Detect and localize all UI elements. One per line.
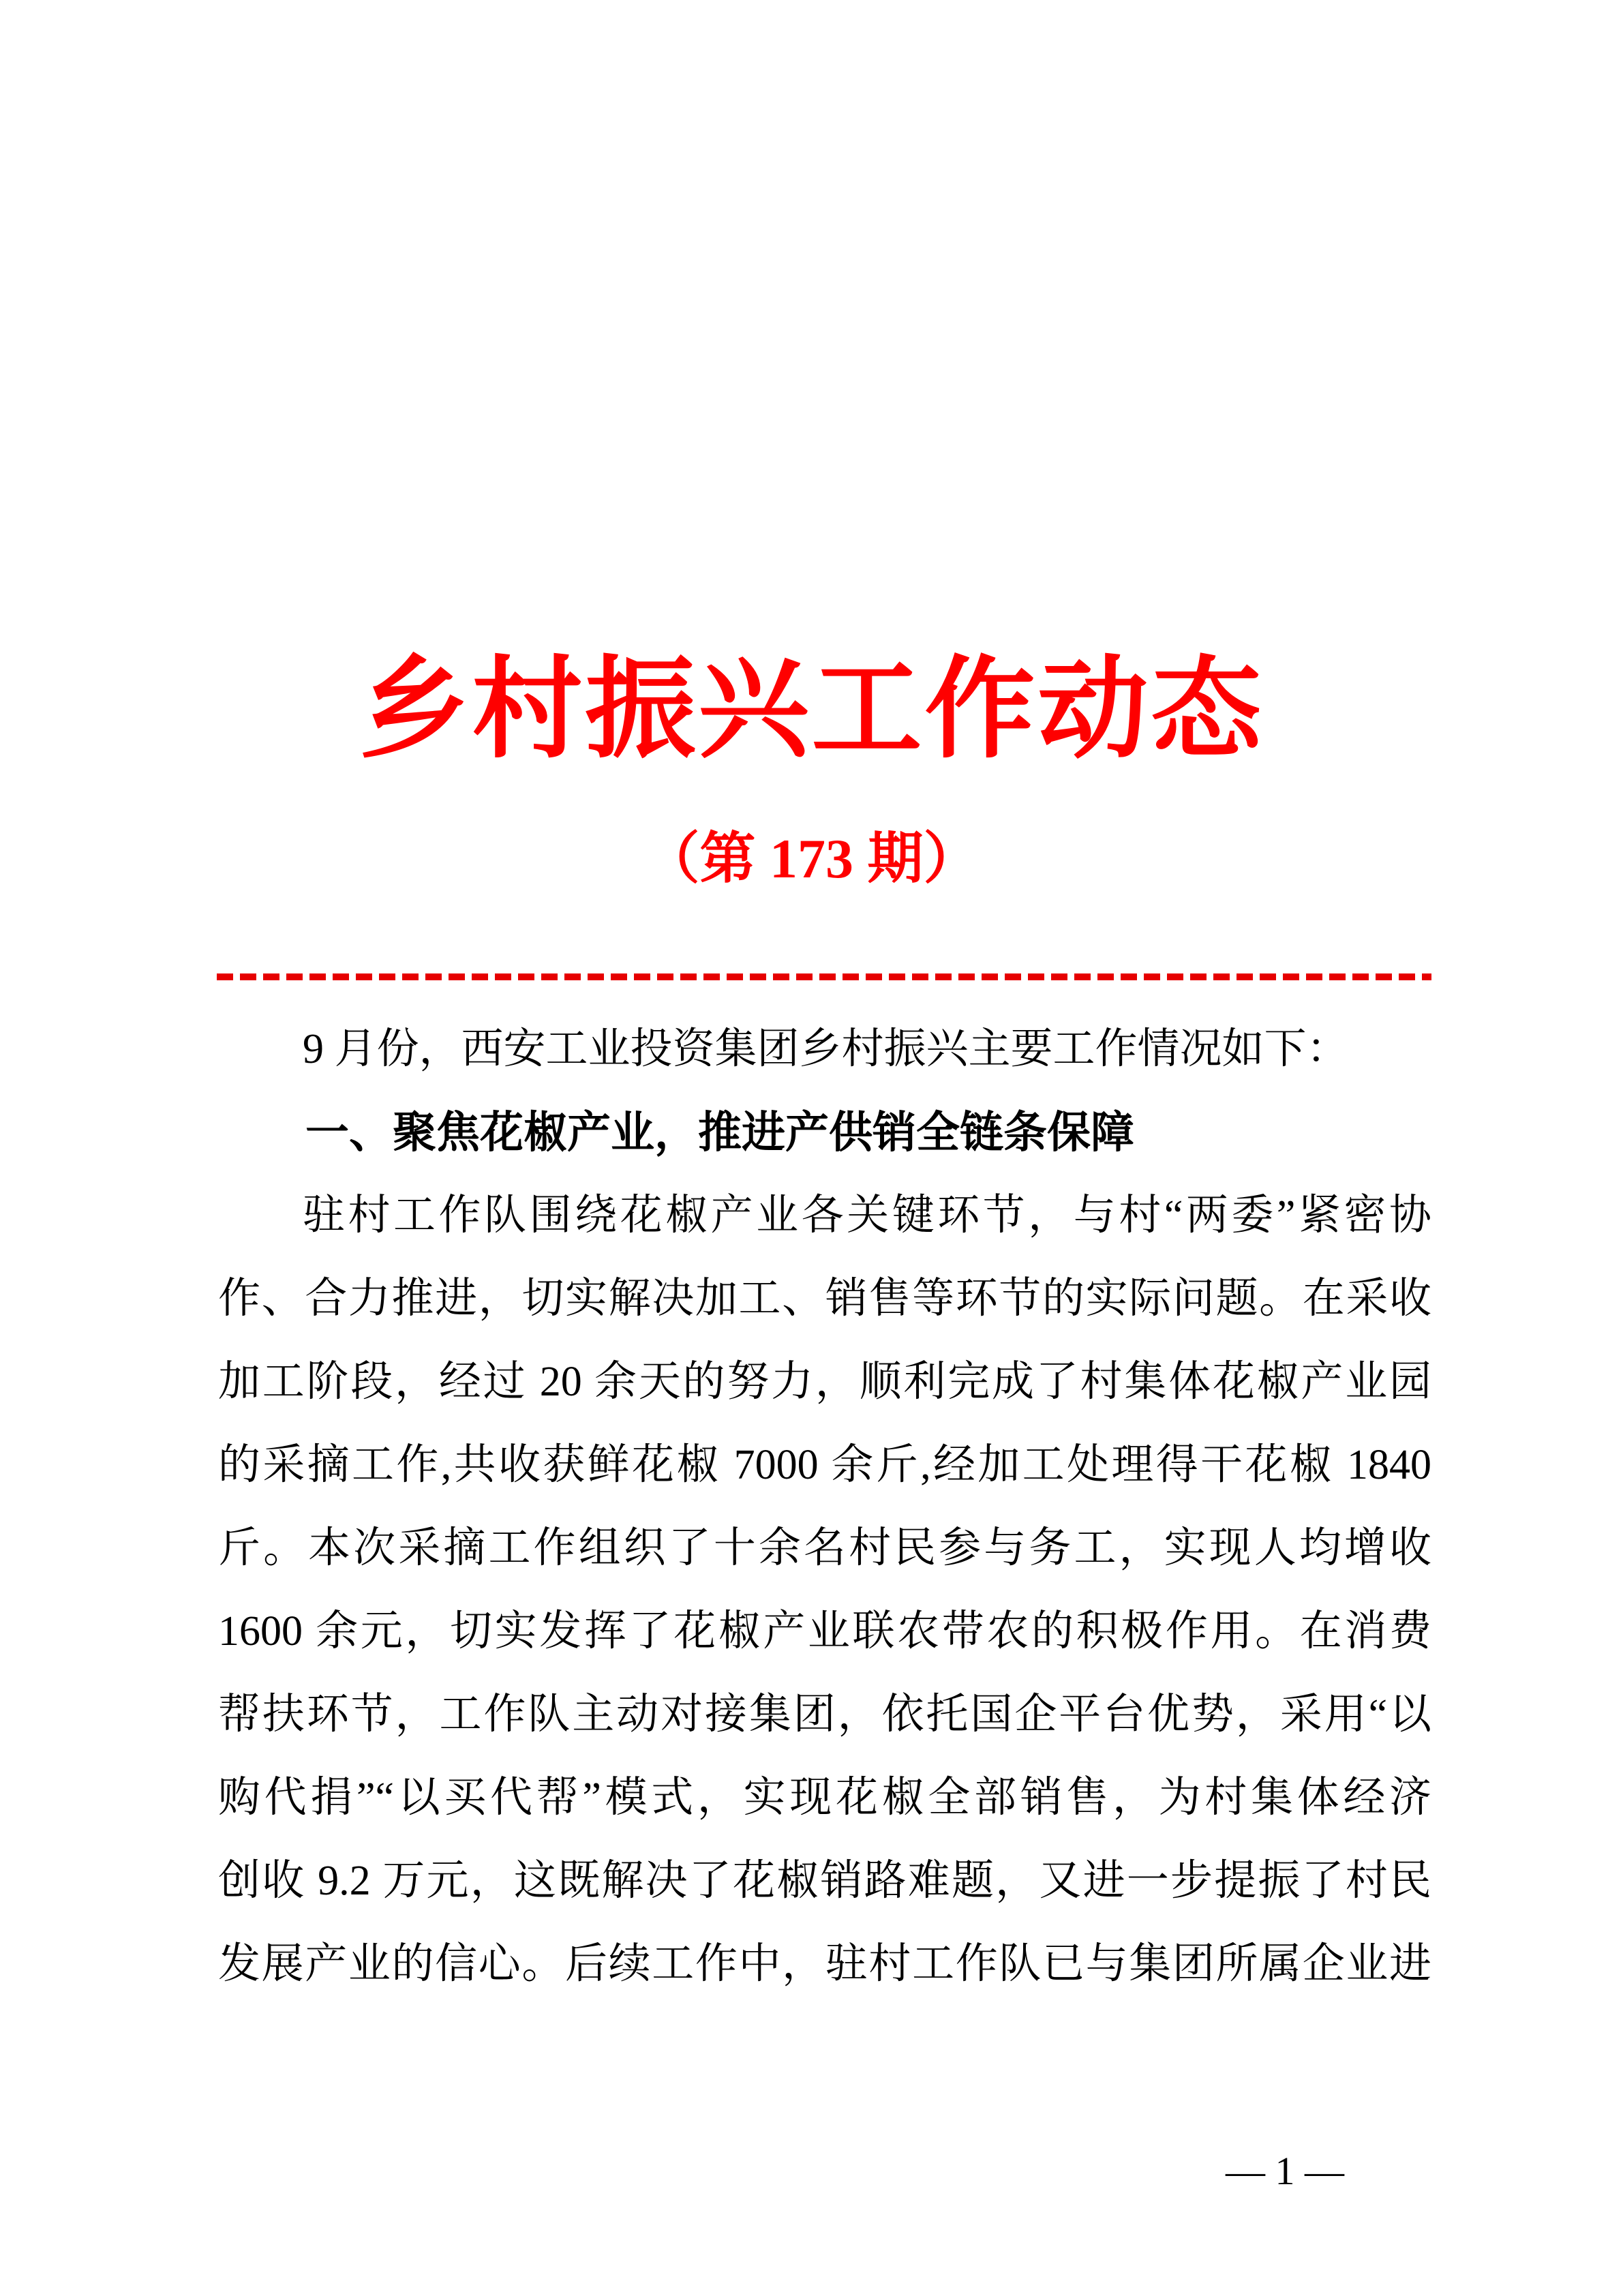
body-line: 1600 余元，切实发挥了花椒产业联农带农的积极作用。在消费 [218,1608,1431,1655]
body-line: 的采摘工作,共收获鲜花椒 7000 余斤,经加工处理得干花椒 1840 [218,1442,1431,1488]
body-line: 作、合力推进，切实解决加工、销售等环节的实际问题。在采收 [218,1275,1431,1322]
body-text-block [218,1008,1431,2006]
intro-line: 9 月份，西安工业投资集团乡村振兴主要工作情况如下： [303,1026,1349,1072]
body-line: 斤。本次采摘工作组织了十余名村民参与务工，实现人均增收 [218,1525,1431,1571]
red-dashed-divider [217,973,1431,980]
issue-number: （第 173 期） [643,828,980,890]
body-line: 驻村工作队围绕花椒产业各关键环节，与村“两委”紧密协 [303,1192,1431,1239]
body-line: 帮扶环节，工作队主动对接集团，依托国企平台优势，采用“以 [218,1691,1431,1738]
body-line: 加工阶段，经过 20 余天的努力，顺利完成了村集体花椒产业园 [218,1359,1431,1405]
section-heading: 一、聚焦花椒产业，推进产供销全链条保障 [305,1108,1134,1157]
body-line: 购代捐”“以买代帮”模式，实现花椒全部销售，为村集体经济 [218,1774,1431,1821]
body-line: 创收 9.2 万元，这既解决了花椒销路难题，又进一步提振了村民 [218,1858,1431,1904]
body-line: 发展产业的信心。后续工作中，驻村工作队已与集团所属企业进 [218,1941,1431,1987]
document-title: 乡村振兴工作动态 [359,650,1264,772]
page-number: — 1 — [1226,2149,1344,2193]
